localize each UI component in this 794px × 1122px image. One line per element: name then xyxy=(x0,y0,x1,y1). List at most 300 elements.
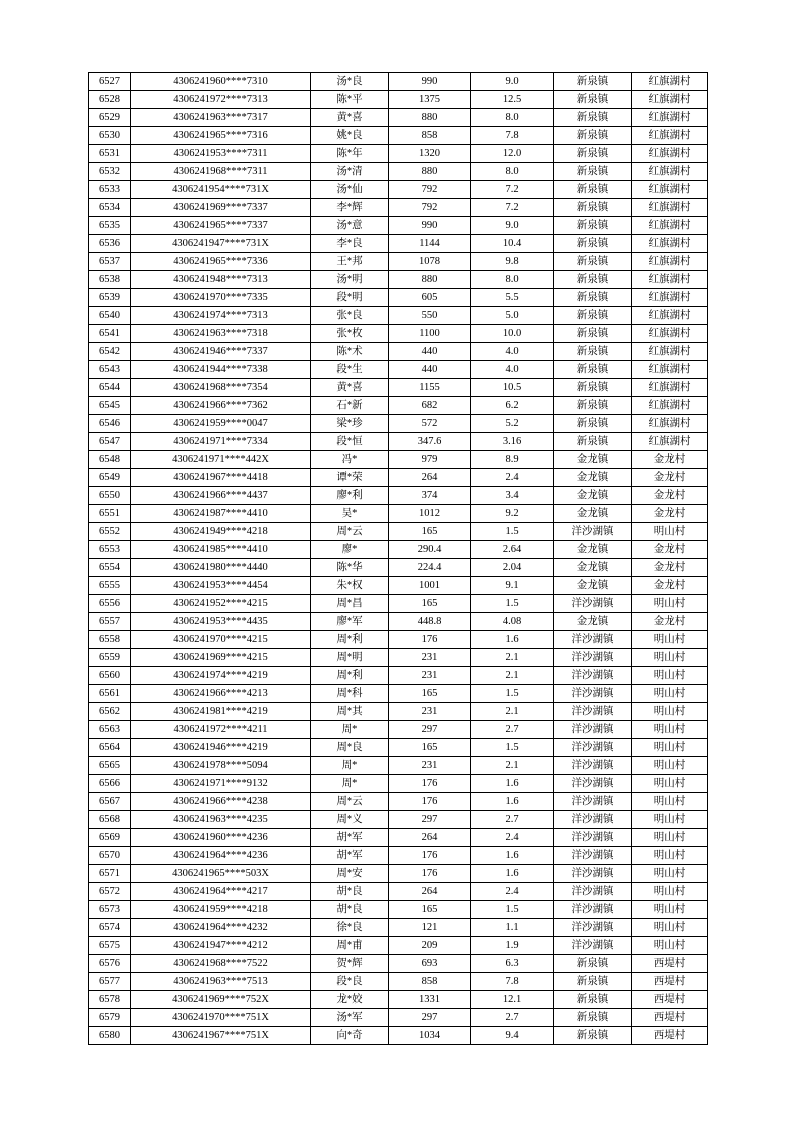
table-row xyxy=(89,523,708,541)
town-cell: 金龙镇 xyxy=(554,613,632,631)
serial-cell: 6568 xyxy=(89,811,131,829)
amount-cell: 880 xyxy=(389,163,471,181)
table-row xyxy=(89,703,708,721)
serial-cell: 6563 xyxy=(89,721,131,739)
town-cell: 新泉镇 xyxy=(554,145,632,163)
village-cell: 明山村 xyxy=(632,829,708,847)
village-cell: 明山村 xyxy=(632,757,708,775)
name-cell: 吴* xyxy=(311,505,389,523)
quantity-cell: 9.0 xyxy=(471,73,554,91)
id-number-cell: 4306241946****7337 xyxy=(131,343,311,361)
quantity-cell: 7.8 xyxy=(471,973,554,991)
id-number-cell: 4306241966****4437 xyxy=(131,487,311,505)
name-cell: 周*甫 xyxy=(311,937,389,955)
amount-cell: 979 xyxy=(389,451,471,469)
town-cell: 洋沙湖镇 xyxy=(554,847,632,865)
serial-cell: 6533 xyxy=(89,181,131,199)
name-cell: 胡*军 xyxy=(311,847,389,865)
town-cell: 新泉镇 xyxy=(554,127,632,145)
quantity-cell: 2.4 xyxy=(471,469,554,487)
table-row xyxy=(89,433,708,451)
village-cell: 金龙村 xyxy=(632,469,708,487)
id-number-cell: 4306241964****4232 xyxy=(131,919,311,937)
town-cell: 洋沙湖镇 xyxy=(554,829,632,847)
name-cell: 李*辉 xyxy=(311,199,389,217)
serial-cell: 6575 xyxy=(89,937,131,955)
quantity-cell: 2.1 xyxy=(471,649,554,667)
village-cell: 红旗湖村 xyxy=(632,415,708,433)
name-cell: 廖*军 xyxy=(311,613,389,631)
town-cell: 新泉镇 xyxy=(554,361,632,379)
serial-cell: 6556 xyxy=(89,595,131,613)
amount-cell: 550 xyxy=(389,307,471,325)
serial-cell: 6565 xyxy=(89,757,131,775)
quantity-cell: 1.6 xyxy=(471,865,554,883)
id-number-cell: 4306241972****4211 xyxy=(131,721,311,739)
village-cell: 红旗湖村 xyxy=(632,181,708,199)
serial-cell: 6529 xyxy=(89,109,131,127)
town-cell: 金龙镇 xyxy=(554,559,632,577)
table-row xyxy=(89,919,708,937)
name-cell: 张*良 xyxy=(311,307,389,325)
town-cell: 新泉镇 xyxy=(554,253,632,271)
name-cell: 石*新 xyxy=(311,397,389,415)
id-number-cell: 4306241953****7311 xyxy=(131,145,311,163)
town-cell: 洋沙湖镇 xyxy=(554,523,632,541)
village-cell: 明山村 xyxy=(632,793,708,811)
quantity-cell: 8.0 xyxy=(471,109,554,127)
village-cell: 红旗湖村 xyxy=(632,109,708,127)
quantity-cell: 1.9 xyxy=(471,937,554,955)
town-cell: 新泉镇 xyxy=(554,109,632,127)
town-cell: 新泉镇 xyxy=(554,325,632,343)
serial-cell: 6551 xyxy=(89,505,131,523)
name-cell: 汤*明 xyxy=(311,271,389,289)
quantity-cell: 10.5 xyxy=(471,379,554,397)
village-cell: 明山村 xyxy=(632,721,708,739)
amount-cell: 440 xyxy=(389,343,471,361)
quantity-cell: 9.1 xyxy=(471,577,554,595)
name-cell: 周*昌 xyxy=(311,595,389,613)
quantity-cell: 10.4 xyxy=(471,235,554,253)
table-row xyxy=(89,937,708,955)
village-cell: 明山村 xyxy=(632,685,708,703)
village-cell: 金龙村 xyxy=(632,541,708,559)
id-number-cell: 4306241960****7310 xyxy=(131,73,311,91)
serial-cell: 6576 xyxy=(89,955,131,973)
name-cell: 段*明 xyxy=(311,289,389,307)
amount-cell: 1320 xyxy=(389,145,471,163)
quantity-cell: 9.8 xyxy=(471,253,554,271)
town-cell: 新泉镇 xyxy=(554,955,632,973)
village-cell: 红旗湖村 xyxy=(632,217,708,235)
serial-cell: 6566 xyxy=(89,775,131,793)
id-number-cell: 4306241971****9132 xyxy=(131,775,311,793)
serial-cell: 6536 xyxy=(89,235,131,253)
name-cell: 陈*平 xyxy=(311,91,389,109)
table-row xyxy=(89,541,708,559)
amount-cell: 880 xyxy=(389,271,471,289)
table-row xyxy=(89,685,708,703)
name-cell: 周*利 xyxy=(311,667,389,685)
id-number-cell: 4306241964****4236 xyxy=(131,847,311,865)
name-cell: 周*安 xyxy=(311,865,389,883)
table-row xyxy=(89,73,708,91)
serial-cell: 6542 xyxy=(89,343,131,361)
name-cell: 周*云 xyxy=(311,793,389,811)
id-number-cell: 4306241968****7311 xyxy=(131,163,311,181)
serial-cell: 6532 xyxy=(89,163,131,181)
village-cell: 西堤村 xyxy=(632,1009,708,1027)
village-cell: 明山村 xyxy=(632,739,708,757)
table-row xyxy=(89,181,708,199)
village-cell: 金龙村 xyxy=(632,451,708,469)
serial-cell: 6562 xyxy=(89,703,131,721)
serial-cell: 6535 xyxy=(89,217,131,235)
town-cell: 新泉镇 xyxy=(554,271,632,289)
quantity-cell: 12.0 xyxy=(471,145,554,163)
table-row xyxy=(89,397,708,415)
town-cell: 洋沙湖镇 xyxy=(554,775,632,793)
amount-cell: 290.4 xyxy=(389,541,471,559)
serial-cell: 6540 xyxy=(89,307,131,325)
village-cell: 明山村 xyxy=(632,667,708,685)
id-number-cell: 4306241946****4219 xyxy=(131,739,311,757)
quantity-cell: 9.4 xyxy=(471,1027,554,1045)
village-cell: 明山村 xyxy=(632,919,708,937)
id-number-cell: 4306241959****0047 xyxy=(131,415,311,433)
quantity-cell: 8.0 xyxy=(471,163,554,181)
town-cell: 洋沙湖镇 xyxy=(554,631,632,649)
town-cell: 洋沙湖镇 xyxy=(554,793,632,811)
quantity-cell: 3.16 xyxy=(471,433,554,451)
village-cell: 红旗湖村 xyxy=(632,127,708,145)
amount-cell: 792 xyxy=(389,199,471,217)
amount-cell: 693 xyxy=(389,955,471,973)
table-row xyxy=(89,631,708,649)
quantity-cell: 2.7 xyxy=(471,1009,554,1027)
town-cell: 金龙镇 xyxy=(554,451,632,469)
serial-cell: 6580 xyxy=(89,1027,131,1045)
name-cell: 胡*良 xyxy=(311,883,389,901)
table-row xyxy=(89,325,708,343)
amount-cell: 990 xyxy=(389,73,471,91)
table-row xyxy=(89,91,708,109)
table-row xyxy=(89,217,708,235)
village-cell: 明山村 xyxy=(632,523,708,541)
town-cell: 新泉镇 xyxy=(554,415,632,433)
town-cell: 新泉镇 xyxy=(554,217,632,235)
table-row xyxy=(89,667,708,685)
table-row xyxy=(89,1009,708,1027)
serial-cell: 6550 xyxy=(89,487,131,505)
amount-cell: 231 xyxy=(389,757,471,775)
amount-cell: 1144 xyxy=(389,235,471,253)
village-cell: 红旗湖村 xyxy=(632,433,708,451)
name-cell: 周*科 xyxy=(311,685,389,703)
serial-cell: 6548 xyxy=(89,451,131,469)
amount-cell: 880 xyxy=(389,109,471,127)
table-body xyxy=(89,73,708,1045)
id-number-cell: 4306241944****7338 xyxy=(131,361,311,379)
village-cell: 明山村 xyxy=(632,703,708,721)
id-number-cell: 4306241954****731X xyxy=(131,181,311,199)
table-row xyxy=(89,721,708,739)
serial-cell: 6578 xyxy=(89,991,131,1009)
village-cell: 金龙村 xyxy=(632,577,708,595)
name-cell: 廖*利 xyxy=(311,487,389,505)
serial-cell: 6541 xyxy=(89,325,131,343)
name-cell: 张*枚 xyxy=(311,325,389,343)
amount-cell: 165 xyxy=(389,595,471,613)
serial-cell: 6539 xyxy=(89,289,131,307)
id-number-cell: 4306241952****4215 xyxy=(131,595,311,613)
village-cell: 红旗湖村 xyxy=(632,379,708,397)
serial-cell: 6559 xyxy=(89,649,131,667)
name-cell: 李*良 xyxy=(311,235,389,253)
amount-cell: 165 xyxy=(389,739,471,757)
village-cell: 明山村 xyxy=(632,865,708,883)
amount-cell: 209 xyxy=(389,937,471,955)
town-cell: 洋沙湖镇 xyxy=(554,865,632,883)
quantity-cell: 5.5 xyxy=(471,289,554,307)
amount-cell: 165 xyxy=(389,901,471,919)
table-row xyxy=(89,757,708,775)
table-row xyxy=(89,235,708,253)
town-cell: 洋沙湖镇 xyxy=(554,811,632,829)
village-cell: 红旗湖村 xyxy=(632,253,708,271)
serial-cell: 6553 xyxy=(89,541,131,559)
quantity-cell: 2.4 xyxy=(471,829,554,847)
amount-cell: 1034 xyxy=(389,1027,471,1045)
id-number-cell: 4306241968****7354 xyxy=(131,379,311,397)
quantity-cell: 12.1 xyxy=(471,991,554,1009)
id-number-cell: 4306241974****4219 xyxy=(131,667,311,685)
name-cell: 周*明 xyxy=(311,649,389,667)
table-row xyxy=(89,775,708,793)
amount-cell: 224.4 xyxy=(389,559,471,577)
name-cell: 段*恒 xyxy=(311,433,389,451)
serial-cell: 6544 xyxy=(89,379,131,397)
name-cell: 胡*军 xyxy=(311,829,389,847)
name-cell: 周* xyxy=(311,721,389,739)
table-row xyxy=(89,307,708,325)
id-number-cell: 4306241965****7336 xyxy=(131,253,311,271)
id-number-cell: 4306241981****4219 xyxy=(131,703,311,721)
amount-cell: 1100 xyxy=(389,325,471,343)
serial-cell: 6560 xyxy=(89,667,131,685)
table-row xyxy=(89,901,708,919)
name-cell: 谭*荣 xyxy=(311,469,389,487)
village-cell: 明山村 xyxy=(632,883,708,901)
serial-cell: 6549 xyxy=(89,469,131,487)
town-cell: 新泉镇 xyxy=(554,343,632,361)
id-number-cell: 4306241965****7337 xyxy=(131,217,311,235)
town-cell: 洋沙湖镇 xyxy=(554,649,632,667)
serial-cell: 6574 xyxy=(89,919,131,937)
quantity-cell: 1.6 xyxy=(471,793,554,811)
name-cell: 龙*姣 xyxy=(311,991,389,1009)
table-row xyxy=(89,883,708,901)
serial-cell: 6571 xyxy=(89,865,131,883)
amount-cell: 176 xyxy=(389,793,471,811)
quantity-cell: 7.2 xyxy=(471,199,554,217)
town-cell: 新泉镇 xyxy=(554,397,632,415)
name-cell: 汤*军 xyxy=(311,1009,389,1027)
table-row xyxy=(89,793,708,811)
id-number-cell: 4306241978****5094 xyxy=(131,757,311,775)
name-cell: 姚*良 xyxy=(311,127,389,145)
amount-cell: 448.8 xyxy=(389,613,471,631)
quantity-cell: 9.0 xyxy=(471,217,554,235)
village-cell: 明山村 xyxy=(632,901,708,919)
quantity-cell: 9.2 xyxy=(471,505,554,523)
name-cell: 周*其 xyxy=(311,703,389,721)
subsidy-table xyxy=(88,72,708,1045)
amount-cell: 165 xyxy=(389,685,471,703)
table-row xyxy=(89,955,708,973)
town-cell: 金龙镇 xyxy=(554,577,632,595)
amount-cell: 1012 xyxy=(389,505,471,523)
amount-cell: 231 xyxy=(389,649,471,667)
quantity-cell: 10.0 xyxy=(471,325,554,343)
town-cell: 金龙镇 xyxy=(554,505,632,523)
serial-cell: 6545 xyxy=(89,397,131,415)
amount-cell: 682 xyxy=(389,397,471,415)
serial-cell: 6531 xyxy=(89,145,131,163)
village-cell: 明山村 xyxy=(632,595,708,613)
name-cell: 汤*清 xyxy=(311,163,389,181)
id-number-cell: 4306241968****7522 xyxy=(131,955,311,973)
serial-cell: 6558 xyxy=(89,631,131,649)
table-row xyxy=(89,613,708,631)
table-row xyxy=(89,415,708,433)
amount-cell: 990 xyxy=(389,217,471,235)
table-row xyxy=(89,199,708,217)
table-row xyxy=(89,127,708,145)
name-cell: 陈*年 xyxy=(311,145,389,163)
village-cell: 红旗湖村 xyxy=(632,307,708,325)
amount-cell: 605 xyxy=(389,289,471,307)
table-row xyxy=(89,253,708,271)
id-number-cell: 4306241947****4212 xyxy=(131,937,311,955)
village-cell: 红旗湖村 xyxy=(632,73,708,91)
amount-cell: 264 xyxy=(389,829,471,847)
quantity-cell: 2.1 xyxy=(471,703,554,721)
serial-cell: 6538 xyxy=(89,271,131,289)
serial-cell: 6570 xyxy=(89,847,131,865)
amount-cell: 176 xyxy=(389,847,471,865)
quantity-cell: 8.0 xyxy=(471,271,554,289)
village-cell: 红旗湖村 xyxy=(632,289,708,307)
table-row xyxy=(89,559,708,577)
village-cell: 西堤村 xyxy=(632,991,708,1009)
name-cell: 陈*术 xyxy=(311,343,389,361)
serial-cell: 6572 xyxy=(89,883,131,901)
id-number-cell: 4306241987****4410 xyxy=(131,505,311,523)
serial-cell: 6537 xyxy=(89,253,131,271)
id-number-cell: 4306241948****7313 xyxy=(131,271,311,289)
amount-cell: 264 xyxy=(389,883,471,901)
serial-cell: 6573 xyxy=(89,901,131,919)
table-row xyxy=(89,1027,708,1045)
name-cell: 朱*权 xyxy=(311,577,389,595)
table-row xyxy=(89,847,708,865)
table-row xyxy=(89,469,708,487)
amount-cell: 792 xyxy=(389,181,471,199)
quantity-cell: 3.4 xyxy=(471,487,554,505)
amount-cell: 1001 xyxy=(389,577,471,595)
quantity-cell: 4.0 xyxy=(471,343,554,361)
name-cell: 黄*喜 xyxy=(311,379,389,397)
town-cell: 洋沙湖镇 xyxy=(554,883,632,901)
name-cell: 梁*珍 xyxy=(311,415,389,433)
id-number-cell: 4306241967****4418 xyxy=(131,469,311,487)
serial-cell: 6564 xyxy=(89,739,131,757)
village-cell: 红旗湖村 xyxy=(632,145,708,163)
table-row xyxy=(89,973,708,991)
quantity-cell: 4.0 xyxy=(471,361,554,379)
id-number-cell: 4306241966****4213 xyxy=(131,685,311,703)
id-number-cell: 4306241971****7334 xyxy=(131,433,311,451)
name-cell: 汤*良 xyxy=(311,73,389,91)
amount-cell: 297 xyxy=(389,811,471,829)
serial-cell: 6543 xyxy=(89,361,131,379)
town-cell: 洋沙湖镇 xyxy=(554,721,632,739)
serial-cell: 6577 xyxy=(89,973,131,991)
table-row xyxy=(89,991,708,1009)
town-cell: 新泉镇 xyxy=(554,1009,632,1027)
town-cell: 新泉镇 xyxy=(554,433,632,451)
name-cell: 段*良 xyxy=(311,973,389,991)
quantity-cell: 2.7 xyxy=(471,721,554,739)
village-cell: 西堤村 xyxy=(632,973,708,991)
amount-cell: 176 xyxy=(389,775,471,793)
id-number-cell: 4306241965****503X xyxy=(131,865,311,883)
amount-cell: 176 xyxy=(389,631,471,649)
id-number-cell: 4306241970****751X xyxy=(131,1009,311,1027)
name-cell: 徐*良 xyxy=(311,919,389,937)
table-row xyxy=(89,595,708,613)
town-cell: 洋沙湖镇 xyxy=(554,919,632,937)
village-cell: 红旗湖村 xyxy=(632,91,708,109)
village-cell: 明山村 xyxy=(632,775,708,793)
id-number-cell: 4306241971****442X xyxy=(131,451,311,469)
table-row xyxy=(89,361,708,379)
serial-cell: 6555 xyxy=(89,577,131,595)
id-number-cell: 4306241966****4238 xyxy=(131,793,311,811)
id-number-cell: 4306241974****7313 xyxy=(131,307,311,325)
table-row xyxy=(89,829,708,847)
quantity-cell: 8.9 xyxy=(471,451,554,469)
name-cell: 段*生 xyxy=(311,361,389,379)
id-number-cell: 4306241963****4235 xyxy=(131,811,311,829)
quantity-cell: 1.6 xyxy=(471,847,554,865)
quantity-cell: 1.5 xyxy=(471,523,554,541)
village-cell: 红旗湖村 xyxy=(632,271,708,289)
serial-cell: 6554 xyxy=(89,559,131,577)
id-number-cell: 4306241949****4218 xyxy=(131,523,311,541)
village-cell: 明山村 xyxy=(632,937,708,955)
id-number-cell: 4306241964****4217 xyxy=(131,883,311,901)
village-cell: 明山村 xyxy=(632,631,708,649)
village-cell: 红旗湖村 xyxy=(632,343,708,361)
amount-cell: 347.6 xyxy=(389,433,471,451)
name-cell: 廖* xyxy=(311,541,389,559)
table-row xyxy=(89,271,708,289)
village-cell: 西堤村 xyxy=(632,955,708,973)
serial-cell: 6567 xyxy=(89,793,131,811)
